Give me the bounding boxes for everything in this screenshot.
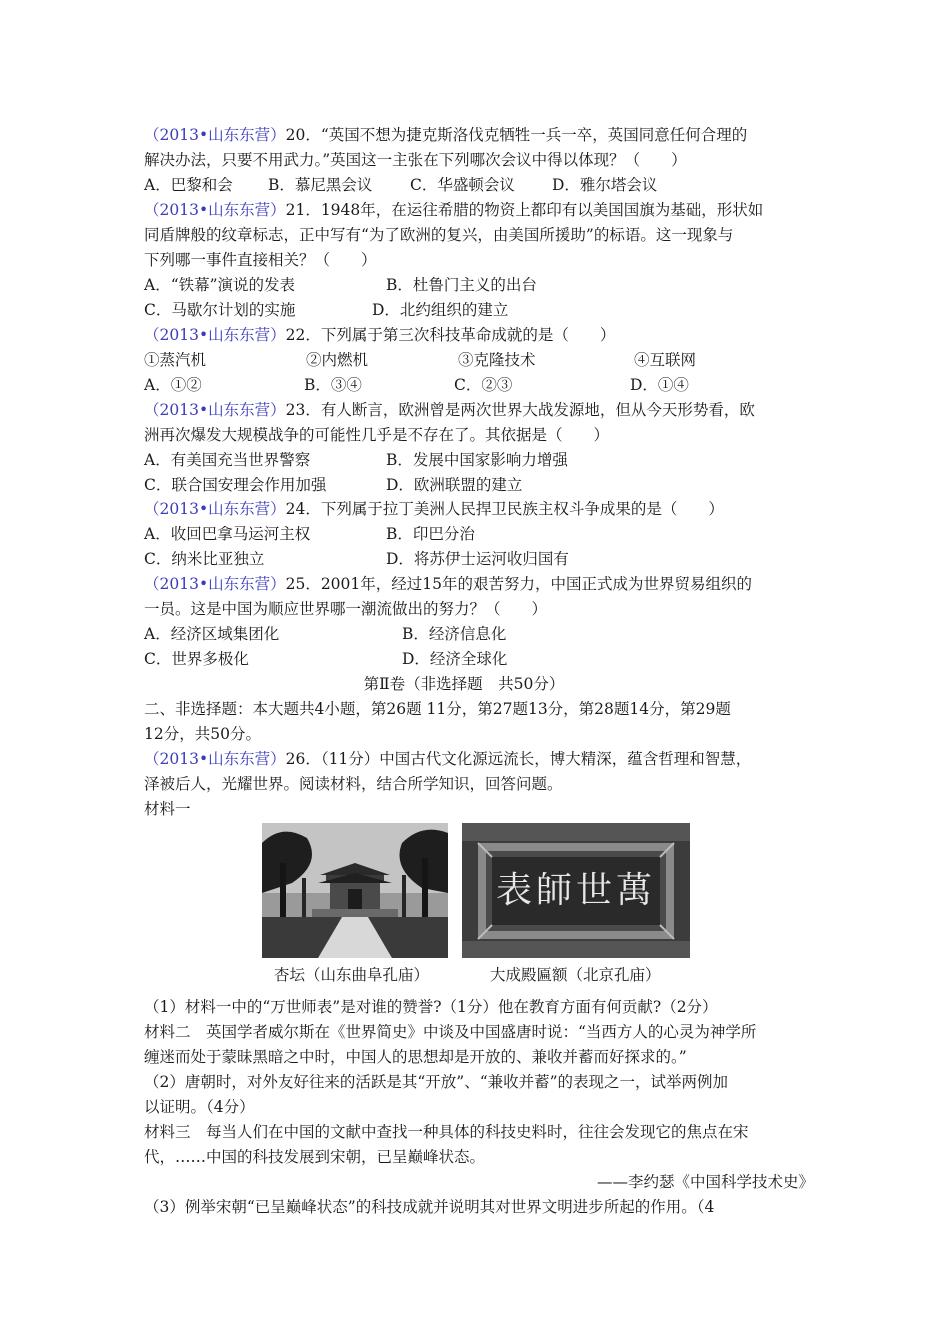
q26-sub2-line2: 以证明。（4分） bbox=[144, 1098, 255, 1116]
q21-source: （2013•山东东营） bbox=[144, 201, 286, 219]
q20-line1: （2013•山东东营）20．“英国不想为捷克斯洛伐克牺牲一兵一卒，英国同意任何合理的 bbox=[144, 126, 748, 144]
plaque-text: 萬世師表 bbox=[495, 870, 656, 911]
q25-option-c: C．世界多极化 bbox=[144, 650, 249, 668]
q25-line1: （2013•山东东营）25．2001年，经过15年的艰苦努力，中国正式成为世界贸易组织的 bbox=[144, 575, 752, 593]
q22-option-c: C．②③ bbox=[454, 376, 513, 394]
q24-source: （2013•山东东营） bbox=[144, 500, 286, 518]
q22-item-1: ①蒸汽机 bbox=[144, 351, 207, 369]
part2-intro-line2: 12分，共50分。 bbox=[144, 725, 261, 743]
material2-line1: 材料二 英国学者威尔斯在《世界简史》中谈及中国盛唐时说：“当西方人的心灵为神学所 bbox=[144, 1023, 757, 1041]
q21-line1: （2013•山东东营）21．1948年，在运往希腊的物资上都印有以美国国旗为基础，形状如 bbox=[144, 201, 764, 219]
xingtan-photo bbox=[262, 823, 448, 958]
q22-source: （2013•山东东营） bbox=[144, 326, 286, 344]
q25-option-a: A．经济区域集团化 bbox=[144, 625, 280, 643]
q22-item-4: ④互联网 bbox=[634, 351, 697, 369]
q22-option-b: B．③④ bbox=[304, 376, 362, 394]
q22-item-2: ②内燃机 bbox=[306, 351, 369, 369]
q26-sub3: （3）例举宋朝“已呈巅峰状态”的科技成就并说明其对世界文明进步所起的作用。（4 bbox=[144, 1198, 715, 1216]
material1-label: 材料一 bbox=[144, 800, 191, 818]
material3-line2: 代，……中国的科技发展到宋朝，已呈巅峰状态。 bbox=[144, 1148, 486, 1166]
q23-line1: （2013•山东东营）23．有人断言，欧洲曾是两次世界大战发源地，但从今天形势看，欧 bbox=[144, 401, 755, 419]
q22-option-a: A．①② bbox=[144, 376, 202, 394]
q24-option-b: B．印巴分治 bbox=[386, 525, 475, 543]
q23-option-a: A．有美国充当世界警察 bbox=[144, 451, 311, 469]
q24-option-a: A．收回巴拿马运河主权 bbox=[144, 525, 311, 543]
q23-line2: 洲再次爆发大规模战争的可能性几乎是不存在了。其依据是（ ） bbox=[144, 426, 610, 444]
q22-option-d: D．①④ bbox=[630, 376, 689, 394]
q20-option-b: B．慕尼黑会议 bbox=[268, 176, 373, 194]
material3-attribution: ——李约瑟《中国科学技术史》 bbox=[596, 1173, 814, 1191]
q23-source: （2013•山东东营） bbox=[144, 401, 286, 419]
q26-sub1: （1）材料一中的“万世师表”是对谁的赞誉?（1分）他在教育方面有何贡献?（2分） bbox=[144, 998, 718, 1016]
q26-line2: 泽被后人，光耀世界。阅读材料，结合所学知识，回答问题。 bbox=[144, 775, 563, 793]
dacheng-plaque-photo bbox=[462, 823, 690, 958]
q26-sub2-line1: （2）唐朝时，对外友好往来的活跃是其“开放”、“兼收并蓄”的表现之一，试举两例加 bbox=[144, 1073, 729, 1091]
q20-option-d: D．雅尔塔会议 bbox=[552, 176, 658, 194]
q21-line3: 下列哪一事件直接相关？（ ） bbox=[144, 251, 377, 269]
q20-option-a: A．巴黎和会 bbox=[144, 176, 233, 194]
q26-line1: （2013•山东东营）26．（11分）中国古代文化源远流长，博大精深，蕴含哲理和智慧， bbox=[144, 750, 752, 768]
q24-option-d: D．将苏伊士运河收归国有 bbox=[386, 550, 569, 568]
xingtan-photo-svg bbox=[262, 823, 448, 958]
q21-option-c: C．马歇尔计划的实施 bbox=[144, 301, 296, 319]
q23-option-c: C．联合国安理会作用加强 bbox=[144, 476, 327, 494]
material2-line2: 缠迷而处于蒙昧黑暗之中时，中国人的思想却是开放的、兼收并蓄而好探求的。” bbox=[144, 1048, 687, 1066]
q20-option-c: C．华盛顿会议 bbox=[410, 176, 515, 194]
q22-line1: （2013•山东东营）22．下列属于第三次科技革命成就的是（ ） bbox=[144, 326, 616, 344]
q21-line2: 同盾牌般的纹章标志，正中写有“为了欧洲的复兴，由美国所援助”的标语。这一现象与 bbox=[144, 226, 734, 244]
q23-option-d: D．欧洲联盟的建立 bbox=[386, 476, 523, 494]
photo2-caption: 大成殿匾额（北京孔庙） bbox=[490, 966, 661, 984]
q23-option-b: B．发展中国家影响力增强 bbox=[386, 451, 568, 469]
q22-item-3: ③克隆技术 bbox=[458, 351, 536, 369]
q21-option-b: B．杜鲁门主义的出台 bbox=[386, 276, 537, 294]
q24-option-c: C．纳米比亚独立 bbox=[144, 550, 265, 568]
q21-option-a: A．“铁幕”演说的发表 bbox=[144, 276, 296, 294]
part2-intro-line1: 二、非选择题：本大题共4小题，第26题 11分，第27题13分，第28题14分，第29题 bbox=[144, 700, 731, 718]
part2-heading: 第Ⅱ卷（非选择题 共50分） bbox=[363, 675, 565, 693]
q20-source: （2013•山东东营） bbox=[144, 126, 286, 144]
q24-line1: （2013•山东东营）24．下列属于拉丁美洲人民捍卫民族主权斗争成果的是（ ） bbox=[144, 500, 724, 518]
photo1-caption: 杏坛（山东曲阜孔庙） bbox=[274, 966, 430, 984]
material3-line1: 材料三 每当人们在中国的文献中查找一种具体的科技史料时，往往会发现它的焦点在宋 bbox=[144, 1123, 749, 1141]
q20-line2: 解决办法，只要不用武力。”英国这一主张在下列哪次会议中得以体现？（ ） bbox=[144, 151, 687, 169]
q25-option-d: D．经济全球化 bbox=[402, 650, 508, 668]
q26-source: （2013•山东东营） bbox=[144, 750, 286, 768]
q25-source: （2013•山东东营） bbox=[144, 575, 286, 593]
q25-option-b: B．经济信息化 bbox=[402, 625, 507, 643]
q25-line2: 一员。这是中国为顺应世界哪一潮流做出的努力？（ ） bbox=[144, 600, 548, 618]
q21-option-d: D．北约组织的建立 bbox=[372, 301, 509, 319]
